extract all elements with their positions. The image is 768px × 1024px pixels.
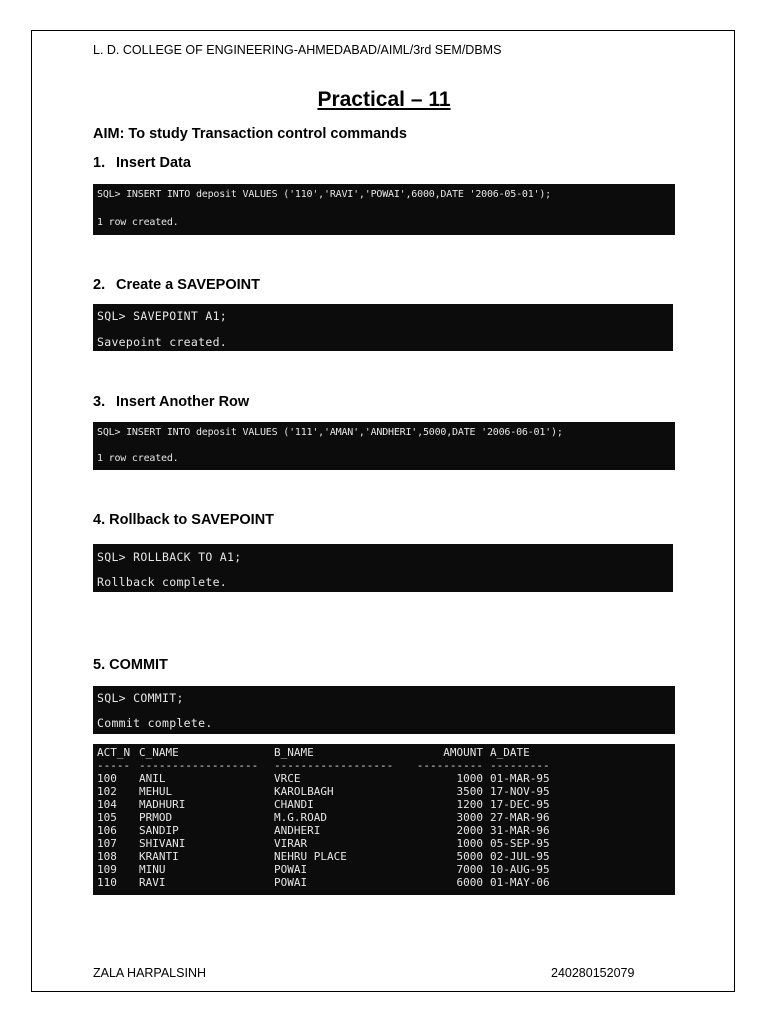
cell-act-no: 106 (97, 824, 117, 837)
table-row (97, 837, 550, 850)
page-title: Practical – 11 (317, 88, 451, 111)
col-header-a-date: A_DATE (490, 746, 530, 759)
cell-b-name: POWAI (274, 876, 308, 889)
section-2-number: 2. (93, 277, 106, 293)
table-row (97, 876, 550, 889)
cell-amount: 1200 (456, 798, 483, 811)
separator: ----- (97, 759, 131, 772)
cell-c-name: KRANTI (139, 850, 179, 863)
cell-a-date: 17-DEC-95 (490, 798, 550, 811)
cell-a-date: 01-MAR-95 (490, 772, 550, 785)
cell-a-date: 17-NOV-95 (490, 785, 550, 798)
cell-a-date: 05-SEP-95 (490, 837, 550, 850)
cell-amount: 6000 (456, 876, 483, 889)
cell-b-name: ANDHERI (274, 824, 321, 837)
col-header-act-no: ACT_N (97, 746, 131, 759)
cell-act-no: 109 (97, 863, 117, 876)
cell-c-name: MEHUL (139, 785, 173, 798)
cell-amount: 3500 (456, 785, 483, 798)
separator: ------------------ (139, 759, 259, 772)
section-4-heading: 4. Rollback to SAVEPOINT (93, 512, 275, 528)
table-row (97, 811, 550, 824)
table-row (97, 850, 550, 863)
terminal-commit (93, 686, 675, 734)
cell-b-name: POWAI (274, 863, 308, 876)
cell-c-name: ANIL (139, 772, 166, 785)
terminal-rollback (93, 544, 673, 592)
terminal-result: Commit complete. (97, 716, 213, 730)
table-row (97, 785, 550, 798)
terminal-command: SQL> SAVEPOINT A1; (97, 309, 228, 323)
cell-amount: 2000 (456, 824, 483, 837)
section-3-number: 3. (93, 394, 106, 410)
table-header-row (97, 746, 550, 759)
section-3-heading (93, 394, 249, 410)
cell-amount: 5000 (456, 850, 483, 863)
terminal-result: 1 row created. (97, 217, 179, 228)
terminal-savepoint (93, 304, 673, 351)
terminal-result-table (93, 744, 675, 895)
cell-c-name: MADHURI (139, 798, 186, 811)
cell-b-name: NEHRU PLACE (274, 850, 347, 863)
col-header-c-name: C_NAME (139, 746, 179, 759)
footer-student-name: ZALA HARPALSINH (93, 966, 207, 980)
terminal-command: SQL> COMMIT; (97, 691, 184, 705)
cell-amount: 1000 (456, 837, 483, 850)
section-3-title: Insert Another Row (116, 394, 250, 410)
cell-b-name: KAROLBAGH (274, 785, 334, 798)
table-row (97, 863, 550, 876)
cell-b-name: CHANDI (274, 798, 314, 811)
cell-b-name: VRCE (274, 772, 301, 785)
cell-a-date: 02-JUL-95 (490, 850, 550, 863)
section-1-title: Insert Data (116, 155, 191, 171)
cell-c-name: PRMOD (139, 811, 173, 824)
cell-act-no: 108 (97, 850, 117, 863)
terminal-command: SQL> ROLLBACK TO A1; (97, 550, 242, 564)
terminal-command: SQL> INSERT INTO deposit VALUES ('111','AMAN','ANDHERI',5000,DATE '2006-06-01'); (97, 427, 563, 438)
page-header: L. D. COLLEGE OF ENGINEERING-AHMEDABAD/AIML/3rd SEM/DBMS (93, 43, 502, 57)
aim-statement: AIM: To study Transaction control commands (93, 126, 407, 142)
cell-amount: 3000 (456, 811, 483, 824)
cell-act-no: 107 (97, 837, 117, 850)
terminal-result: 1 row created. (97, 453, 179, 464)
cell-amount: 1000 (456, 772, 483, 785)
separator: ---------- (416, 759, 483, 772)
cell-act-no: 104 (97, 798, 117, 811)
table-row (97, 798, 550, 811)
section-2-heading (93, 277, 260, 293)
cell-act-no: 105 (97, 811, 117, 824)
section-5-heading: 5. COMMIT (93, 657, 168, 673)
cell-c-name: SHIVANI (139, 837, 186, 850)
col-header-b-name: B_NAME (274, 746, 314, 759)
cell-amount: 7000 (456, 863, 483, 876)
cell-a-date: 31-MAR-96 (490, 824, 550, 837)
terminal-insert-another (93, 422, 675, 470)
cell-act-no: 102 (97, 785, 117, 798)
section-2-title: Create a SAVEPOINT (116, 277, 260, 293)
section-1-number: 1. (93, 155, 106, 171)
cell-a-date: 10-AUG-95 (490, 863, 550, 876)
deposit-table (97, 746, 550, 889)
cell-b-name: VIRAR (274, 837, 308, 850)
table-row (97, 772, 550, 785)
table-row (97, 824, 550, 837)
separator: ------------------ (274, 759, 394, 772)
terminal-result: Rollback complete. (97, 575, 228, 589)
cell-act-no: 100 (97, 772, 117, 785)
terminal-command: SQL> INSERT INTO deposit VALUES ('110','RAVI','POWAI',6000,DATE '2006-05-01'); (97, 189, 551, 200)
footer-enrollment-number: 240280152079 (551, 966, 635, 980)
cell-a-date: 27-MAR-96 (490, 811, 550, 824)
cell-c-name: SANDIP (139, 824, 179, 837)
cell-c-name: MINU (139, 863, 166, 876)
terminal-result: Savepoint created. (97, 335, 228, 349)
cell-a-date: 01-MAY-06 (490, 876, 550, 889)
cell-c-name: RAVI (139, 876, 166, 889)
col-header-amount: AMOUNT (443, 746, 483, 759)
table-separator-row (97, 759, 550, 772)
section-1-heading (93, 155, 191, 171)
separator: --------- (490, 759, 550, 772)
cell-b-name: M.G.ROAD (274, 811, 327, 824)
cell-act-no: 110 (97, 876, 117, 889)
terminal-insert-data (93, 184, 675, 235)
